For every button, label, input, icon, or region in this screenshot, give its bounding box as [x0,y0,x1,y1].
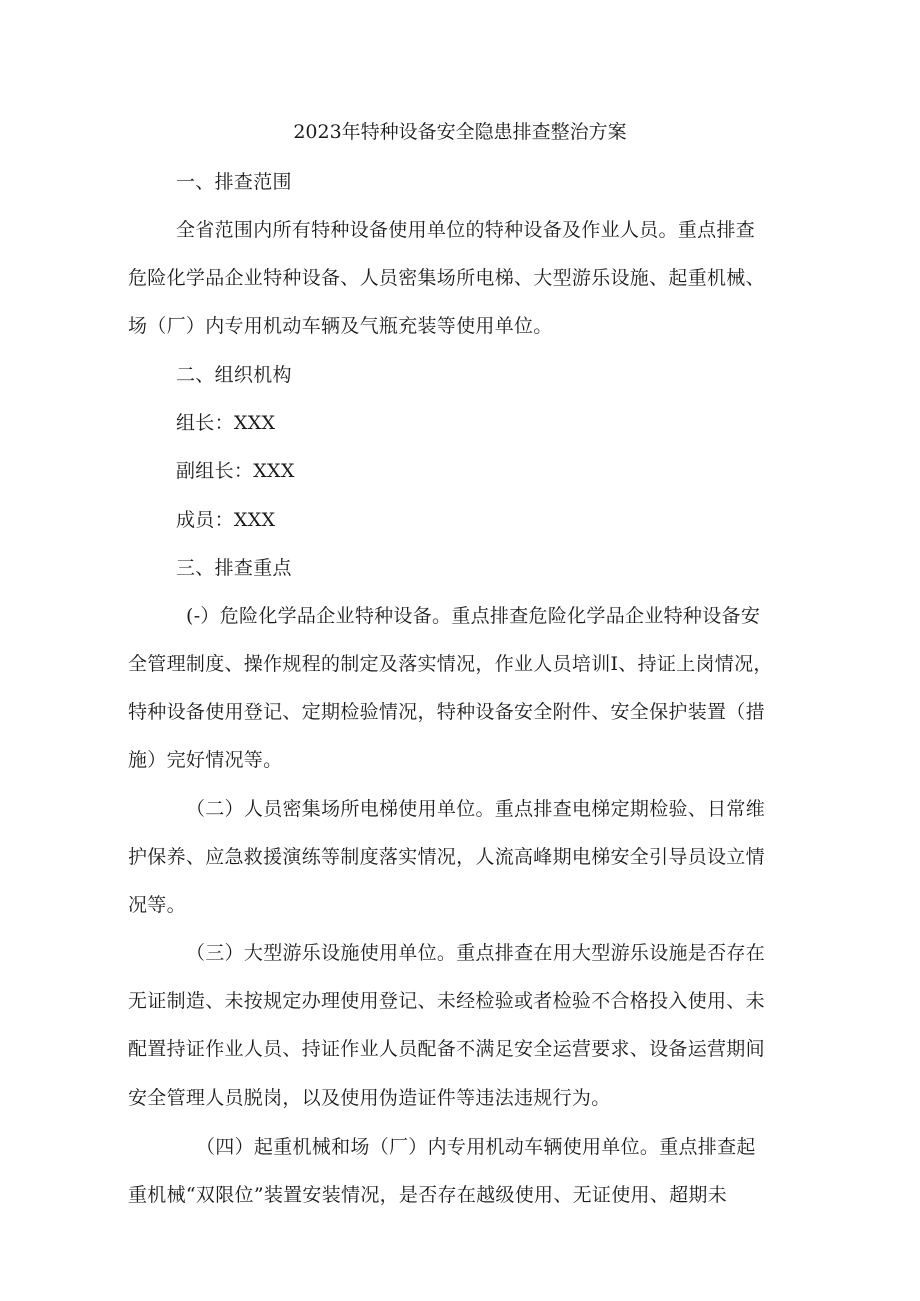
paragraph-line: 全省范围内所有特种设备使用单位的特种设备及作业人员。重点排查 [176,219,756,241]
section-heading-scope: 一、排查范围 [176,171,292,193]
paragraph-line: （三）大型游乐设施使用单位。重点排查在用大型游乐设施是否存在 [186,942,766,964]
paragraph-line: （四）起重机械和场（厂）内专用机动车辆使用单位。重点排查起 [196,1136,756,1158]
paragraph-line: 况等。 [128,894,186,916]
paragraph-line: 重机械“双限位”装置安装情况，是否存在越级使用、无证使用、超期未 [128,1184,728,1206]
paragraph-line-leader: 组长：XXX [176,412,276,434]
section-heading-organization: 二、组织机构 [176,364,292,386]
paragraph-line: 施）完好情况等。 [128,749,283,771]
paragraph-line: 配置持证作业人员、持证作业人员配备不满足安全运营要求、设备运营期间 [128,1038,765,1060]
paragraph-line: 安全管理人员脱岗，以及使用伪造证件等违法违规行为。 [128,1087,611,1109]
paragraph-line: 场（厂）内专用机动车辆及气瓶充装等使用单位。 [128,315,553,337]
paragraph-line: 护保养、应急救援演练等制度落实情况，人流高峰期电梯安全引导员设立情 [128,846,765,868]
paragraph-line-members: 成员：XXX [176,509,276,531]
paragraph-line: 全管理制度、操作规程的制定及落实情况，作业人员培训I、持证上岗情况， [128,653,773,675]
document-title: 2023年特种设备安全隐患排查整治方案 [293,121,627,143]
paragraph-line: 特种设备使用登记、定期检验情况，特种设备安全附件、安全保护装置（措 [128,701,765,723]
paragraph-line-deputy: 副组长：XXX [176,460,295,482]
section-heading-focus: 三、排查重点 [176,557,292,579]
paragraph-line: （二）人员密集场所电梯使用单位。重点排查电梯定期检验、日常维 [186,798,766,820]
paragraph-line: 危险化学品企业特种设备、人员密集场所电梯、大型游乐设施、起重机械、 [128,267,765,289]
paragraph-line: (-）危险化学品企业特种设备。重点排查危险化学品企业特种设备安 [186,605,761,627]
paragraph-line: 无证制造、未按规定办理使用登记、未经检验或者检验不合格投入使用、未 [128,990,765,1012]
